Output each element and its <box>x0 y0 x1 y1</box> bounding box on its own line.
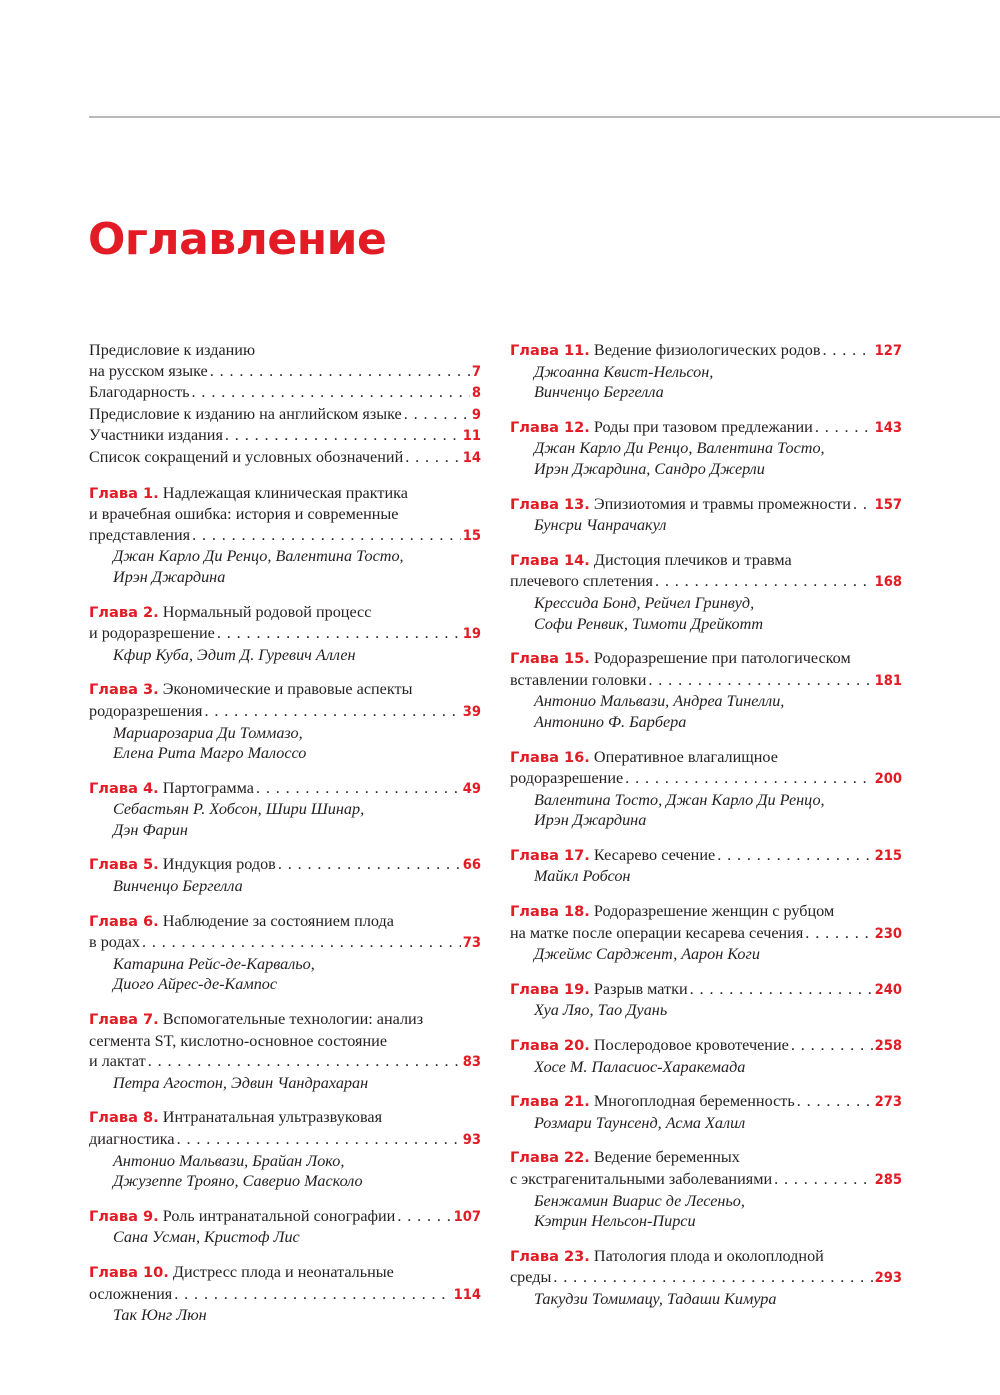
dot-leader <box>823 340 873 361</box>
chapter-authors: Джан Карло Ди Ренцо, Валентина Тосто, <box>113 547 404 566</box>
toc-entry-line <box>89 1284 481 1306</box>
toc-entry-line <box>89 1009 481 1031</box>
page-number[interactable]: 273 <box>874 1093 902 1111</box>
chapter-title-text: представления <box>89 525 191 544</box>
chapter-title-text: Послеродовое кровотечение <box>593 1036 789 1055</box>
chapter-number: Глава 16. <box>510 748 590 766</box>
chapter-title-text: и родоразрешение <box>89 624 215 643</box>
toc-entry-line <box>89 854 481 876</box>
page-number[interactable]: 66 <box>462 856 481 874</box>
page-number[interactable]: 181 <box>874 671 902 689</box>
toc-entry-line <box>89 340 481 361</box>
toc-entry-line <box>510 340 902 362</box>
chapter-authors: Валентина Тосто, Джан Карло Ди Ренцо, <box>534 790 825 809</box>
toc-entry-line <box>89 1129 481 1151</box>
toc-chapter-entry[interactable] <box>510 1246 902 1310</box>
toc-entry-line <box>89 1262 481 1284</box>
toc-entry-line <box>89 525 481 547</box>
dot-leader <box>142 932 461 953</box>
toc-chapter-entry[interactable] <box>89 1206 481 1248</box>
chapter-authors: Бенжамин Виарис де Лесеньо, <box>534 1191 745 1210</box>
chapter-title-text: Благодарность <box>89 383 190 402</box>
toc-chapter-entry[interactable] <box>510 747 902 831</box>
toc-chapter-entry[interactable] <box>510 979 902 1021</box>
dot-leader <box>210 361 470 382</box>
chapter-authors: Джузеппе Трояно, Саверио Масколо <box>113 1172 363 1191</box>
chapter-number: Глава 12. <box>510 418 590 436</box>
toc-entry-line <box>89 602 481 624</box>
toc-entry-line <box>510 1169 902 1191</box>
dot-leader <box>648 670 872 691</box>
toc-chapter-entry[interactable] <box>89 483 481 588</box>
dot-leader <box>278 854 461 875</box>
chapter-number: Глава 1. <box>89 484 159 502</box>
chapter-number: Глава 7. <box>89 1011 159 1029</box>
dot-leader <box>797 1091 873 1112</box>
chapter-authors: Себастьян Р. Хобсон, Шири Шинар, <box>113 800 365 819</box>
toc-chapter-entry[interactable] <box>510 417 902 480</box>
chapter-authors: Бунсри Чанрачакул <box>534 516 667 535</box>
dot-leader <box>553 1267 872 1288</box>
toc-entry-line <box>89 425 481 447</box>
page-number[interactable]: 39 <box>462 702 481 720</box>
dot-leader <box>148 1051 461 1072</box>
chapter-number: Глава 6. <box>89 912 159 930</box>
page-number[interactable]: 200 <box>874 770 902 788</box>
toc-entry-line <box>510 923 902 945</box>
chapter-authors: Розмари Таунсенд, Асма Халил <box>534 1113 746 1132</box>
chapter-title-text: Предисловие к изданию <box>89 341 256 359</box>
chapter-number: Глава 15. <box>510 650 590 668</box>
chapter-number: Глава 11. <box>510 342 590 359</box>
toc-entry-line <box>89 701 481 723</box>
toc-front-entry[interactable] <box>89 340 481 382</box>
chapter-number: Глава 18. <box>510 903 590 921</box>
toc-entry-line <box>510 768 902 790</box>
chapter-authors: Крессида Бонд, Рейчел Гринвуд, <box>534 593 755 612</box>
toc-chapter-entry[interactable] <box>510 648 902 732</box>
chapter-authors: Петра Агостон, Эдвин Чандрахаран <box>113 1073 369 1092</box>
dot-leader <box>397 1206 451 1227</box>
toc-chapter-entry[interactable] <box>510 494 902 536</box>
chapter-authors: Майкл Робсон <box>534 867 631 886</box>
dot-leader <box>225 425 461 446</box>
chapter-title-text: Экономические и правовые аспекты <box>162 680 413 699</box>
top-rule <box>89 116 1000 118</box>
toc-chapter-entry[interactable] <box>510 340 902 403</box>
chapter-number: Глава 22. <box>510 1149 590 1167</box>
dot-leader <box>774 1169 872 1190</box>
chapter-authors: Катарина Рейс-де-Карвальо, <box>113 954 315 973</box>
page-number[interactable]: 157 <box>874 495 902 513</box>
chapter-title-text: Ведение беременных <box>593 1148 740 1167</box>
page-number[interactable]: 215 <box>874 846 902 864</box>
dot-leader <box>690 979 873 1000</box>
dot-leader <box>815 417 873 438</box>
dot-leader <box>805 923 872 944</box>
chapter-title-text: Список сокращений и условных обозначений <box>89 447 404 466</box>
chapter-authors: Мариарозариа Ди Томмазо, <box>113 723 303 742</box>
chapter-authors: Диого Айрес-де-Кампос <box>113 975 278 994</box>
dot-leader <box>791 1035 873 1056</box>
chapter-title-text: Партограмма <box>162 778 254 797</box>
chapter-title-text: и врачебная ошибка: история и современные <box>89 505 399 524</box>
chapter-title-text: Родоразрешение при патологическом <box>593 649 851 668</box>
toc-entry-line <box>510 1147 902 1169</box>
toc-column-right <box>510 340 902 1324</box>
chapter-authors: Дэн Фарин <box>113 820 188 839</box>
toc-entry-line <box>510 494 902 516</box>
dot-leader <box>192 525 461 546</box>
page-number[interactable]: 73 <box>462 934 481 952</box>
chapter-title-text: Родоразрешение женщин с рубцом <box>593 902 835 921</box>
chapter-authors: Джеймс Сарджент, Аарон Коги <box>534 945 760 964</box>
chapter-number: Глава 9. <box>89 1207 159 1225</box>
dot-leader <box>853 494 873 515</box>
toc-entry-line <box>89 1107 481 1129</box>
chapter-number: Глава 2. <box>89 603 159 621</box>
chapter-title-text: Патология плода и околоплодной <box>593 1246 824 1265</box>
toc-chapter-entry[interactable] <box>510 1147 902 1231</box>
chapter-title-text: вставлении головки <box>510 670 647 689</box>
toc-entry-line <box>89 1031 481 1052</box>
toc-entry-line <box>89 1051 481 1073</box>
chapter-title-text: Эпизиотомия и травмы промежности <box>593 494 851 513</box>
page-number[interactable]: 9 <box>471 405 481 423</box>
chapter-title-text: родоразрешения <box>89 701 203 720</box>
page-number[interactable]: 168 <box>874 573 902 591</box>
dot-leader <box>204 701 460 722</box>
toc-entry-line <box>89 447 481 469</box>
page-number[interactable]: 240 <box>874 980 902 998</box>
chapter-number: Глава 13. <box>510 495 590 513</box>
chapter-number: Глава 19. <box>510 980 590 998</box>
chapter-authors: Елена Рита Магро Малоссо <box>113 744 307 763</box>
toc-entry-line <box>89 361 481 383</box>
toc-front-matter <box>89 340 481 469</box>
toc-entry-line <box>510 417 902 439</box>
chapter-title-text: в родах <box>89 933 140 952</box>
chapter-authors: Антонио Мальвази, Брайан Локо, <box>113 1151 345 1170</box>
chapter-authors: Винченцо Бергелла <box>113 877 243 896</box>
toc-entry-line <box>510 1267 902 1289</box>
chapter-title-text: диагностика <box>89 1130 175 1148</box>
page-number[interactable]: 93 <box>462 1131 481 1148</box>
page-number[interactable]: 7 <box>471 362 481 380</box>
chapter-title-text: Предисловие к изданию на английском языке <box>89 404 402 423</box>
chapter-title-text: Надлежащая клиническая практика <box>162 483 408 502</box>
toc-front-entry[interactable] <box>89 404 481 426</box>
page-number[interactable]: 49 <box>462 779 481 797</box>
toc-entry-line <box>89 679 481 701</box>
toc-front-entry[interactable] <box>89 447 481 469</box>
chapter-title-text: Оперативное влагалищное <box>593 747 778 766</box>
chapter-number: Глава 4. <box>89 779 159 797</box>
chapter-authors: Такудзи Томимацу, Тадаши Кимура <box>534 1289 777 1308</box>
chapter-authors: Хуа Ляо, Тао Дуань <box>534 1001 668 1020</box>
chapter-authors: Ирэн Джардина <box>113 567 226 586</box>
toc-chapter-entry[interactable] <box>89 911 481 995</box>
chapter-title-text: сегмента ST, кислотно-основное состояние <box>89 1031 387 1050</box>
page-number[interactable]: 15 <box>462 526 481 544</box>
dot-leader <box>174 1284 451 1305</box>
page-number[interactable]: 8 <box>471 384 481 402</box>
chapter-title-text: Кесарево сечение <box>593 845 716 864</box>
chapter-number: Глава 21. <box>510 1093 590 1111</box>
page-number[interactable]: 143 <box>874 418 902 436</box>
chapter-title-text: Многоплодная беременность <box>593 1092 795 1111</box>
toc-entry-line <box>510 1091 902 1113</box>
chapter-number: Глава 14. <box>510 551 590 569</box>
chapter-number: Глава 10. <box>89 1263 169 1281</box>
page-number[interactable]: 285 <box>874 1171 902 1188</box>
page-title: Оглавление <box>88 214 387 265</box>
chapter-title-text: Роды при тазовом предлежании <box>593 417 813 436</box>
chapter-title-text: Вспомогательные технологии: анализ <box>162 1010 424 1029</box>
toc-chapter-entry[interactable] <box>510 550 902 634</box>
chapter-authors: Джоанна Квист-Нельсон, <box>534 362 714 381</box>
chapter-title-text: родоразрешение <box>510 769 624 788</box>
page-number[interactable]: 258 <box>874 1037 902 1055</box>
chapter-title-text: Ведение физиологических родов <box>593 341 821 359</box>
toc-entry-line <box>89 623 481 645</box>
page-number[interactable]: 14 <box>462 448 481 466</box>
chapter-number: Глава 5. <box>89 856 159 874</box>
chapter-title-text: на матке после операции кесарева сечения <box>510 923 804 942</box>
toc-entry-line <box>510 901 902 923</box>
toc-entry-line <box>89 483 481 505</box>
toc-chapter-entry[interactable] <box>510 845 902 887</box>
toc-entry-line <box>510 648 902 670</box>
toc-entry-line <box>510 550 902 572</box>
toc-chapter-entry[interactable] <box>510 901 902 965</box>
toc-entry-line <box>89 382 481 404</box>
chapter-authors: Антонио Мальвази, Андреа Тинелли, <box>534 692 785 711</box>
toc-chapter-entry[interactable] <box>89 602 481 666</box>
page-number[interactable]: 11 <box>462 427 481 445</box>
page-number[interactable]: 19 <box>462 625 481 643</box>
chapter-title-text: и лактат <box>89 1052 146 1071</box>
chapter-title-text: Нормальный родовой процесс <box>162 602 372 621</box>
page-number[interactable]: 293 <box>874 1269 902 1287</box>
chapter-title-text: Интранатальная ультразвуковая <box>162 1108 383 1127</box>
chapter-title-text: Дистресс плода и неонатальные <box>172 1262 394 1281</box>
toc-entry-line <box>510 670 902 692</box>
chapter-title-text: Наблюдение за состоянием плода <box>162 911 394 930</box>
chapter-authors: Джан Карло Ди Ренцо, Валентина Тосто, <box>534 439 825 458</box>
toc-chapter-entry[interactable] <box>510 1035 902 1077</box>
toc-column-left <box>89 340 481 1340</box>
dot-leader <box>217 623 461 644</box>
toc-chapter-entry[interactable] <box>89 854 481 896</box>
dot-leader <box>655 571 873 592</box>
chapter-authors: Ирэн Джардина <box>534 811 647 830</box>
page-number[interactable]: 230 <box>874 924 902 942</box>
page-number[interactable]: 127 <box>874 342 902 359</box>
chapter-number: Глава 3. <box>89 681 159 699</box>
chapter-number: Глава 20. <box>510 1037 590 1055</box>
toc-chapter-entry[interactable] <box>89 1262 481 1326</box>
chapter-authors: Винченцо Бергелла <box>534 383 664 402</box>
toc-entry-line <box>89 778 481 800</box>
page-number[interactable]: 107 <box>453 1207 481 1225</box>
toc-entry-line <box>510 845 902 867</box>
toc-chapter-entry[interactable] <box>89 679 481 763</box>
toc-entry-line <box>510 1035 902 1057</box>
chapter-title-text: Роль интранатальной сонографии <box>162 1206 396 1225</box>
toc-entry-line <box>510 1246 902 1268</box>
toc-entry-line <box>510 979 902 1001</box>
chapter-title-text: среды <box>510 1268 552 1287</box>
dot-leader <box>625 768 872 789</box>
chapter-authors: Софи Ренвик, Тимоти Дрейкотт <box>534 614 764 633</box>
chapter-title-text: Участники издания <box>89 426 223 445</box>
dot-leader <box>717 845 872 866</box>
chapter-authors: Кэтрин Нельсон-Пирси <box>534 1212 696 1231</box>
chapter-authors: Так Юнг Люн <box>113 1306 207 1325</box>
page-number[interactable]: 83 <box>462 1053 481 1071</box>
toc-entry-line <box>510 571 902 593</box>
chapter-authors: Антонино Ф. Барбера <box>534 712 687 731</box>
chapter-title-text: с экстрагенитальными заболеваниями <box>510 1170 773 1188</box>
toc-front-entry[interactable] <box>89 425 481 447</box>
toc-entry-line <box>89 932 481 954</box>
toc-chapter-entry[interactable] <box>89 1009 481 1093</box>
chapter-title-text: плечевого сплетения <box>510 572 653 591</box>
toc-entry-line <box>89 404 481 426</box>
toc-chapter-entry[interactable] <box>510 1091 902 1133</box>
dot-leader <box>192 382 470 403</box>
chapter-title-text: Дистоция плечиков и травма <box>593 550 792 569</box>
chapter-title-text: Индукция родов <box>162 855 276 874</box>
chapter-title-text: осложнения <box>89 1284 173 1303</box>
toc-entry-line <box>89 911 481 933</box>
chapter-title-text: на русском языке <box>89 361 208 380</box>
chapter-authors: Сана Усман, Кристоф Лис <box>113 1228 300 1247</box>
chapter-number: Глава 8. <box>89 1109 159 1127</box>
dot-leader <box>404 404 470 425</box>
toc-entry-line <box>89 504 481 525</box>
toc-entry-line <box>510 747 902 769</box>
dot-leader <box>177 1129 461 1150</box>
toc-chapter-entry[interactable] <box>89 1107 481 1191</box>
chapter-authors: Хосе М. Паласиос-Харакемада <box>534 1057 746 1076</box>
dot-leader <box>405 447 460 468</box>
toc-entry-line <box>89 1206 481 1228</box>
toc-chapter-entry[interactable] <box>89 778 481 841</box>
chapter-title-text: Разрыв матки <box>593 979 688 998</box>
chapter-number: Глава 23. <box>510 1247 590 1265</box>
chapter-authors: Ирэн Джардина, Сандро Джерли <box>534 459 765 478</box>
toc-front-entry[interactable] <box>89 382 481 404</box>
dot-leader <box>256 778 461 799</box>
chapter-authors: Кфир Куба, Эдит Д. Гуревич Аллен <box>113 645 356 664</box>
page-number[interactable]: 114 <box>453 1285 481 1303</box>
chapter-number: Глава 17. <box>510 846 590 864</box>
